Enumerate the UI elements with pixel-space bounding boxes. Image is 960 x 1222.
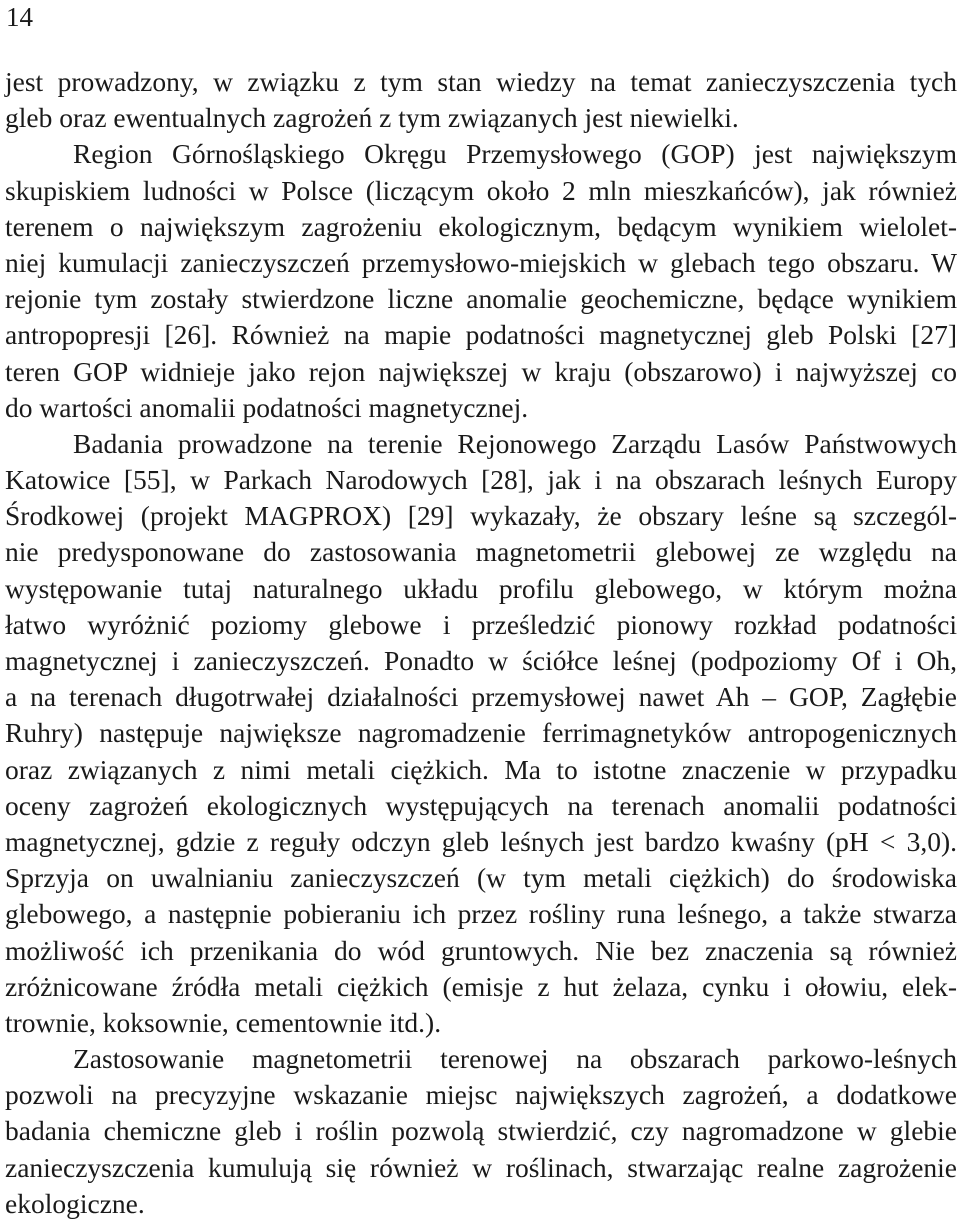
text-line: pozwoli na precyzyjne wskazanie miejsc największych zagrożeń, a dodatkowe	[5, 1079, 957, 1111]
paragraph	[5, 1041, 957, 1222]
text-line: rejonie tym zostały stwierdzone liczne anomalie geochemiczne, będące wynikiem	[5, 283, 957, 315]
text-line: ekologiczne.	[5, 1187, 145, 1219]
text-line: badania chemiczne gleb i roślin pozwolą stwierdzić, czy nagromadzone w glebie	[5, 1115, 957, 1147]
text-line: trownie, koksownie, cementownie itd.).	[5, 1006, 442, 1038]
text-line: magnetycznej, gdzie z reguły odczyn gleb leśnych jest bardzo kwaśny (pH < 3,0).	[5, 825, 957, 857]
text-line: Sprzyja on uwalnianiu zanieczyszczeń (w tym metali ciężkich) do środowiska	[5, 862, 957, 894]
text-line: nie predysponowane do zastosowania magnetometrii glebowej ze względu na	[5, 536, 957, 568]
text-line: Środkowej (projekt MAGPROX) [29] wykazały, że obszary leśne są szczegól-	[5, 500, 957, 532]
paragraph	[5, 426, 957, 1041]
text-line: Zastosowanie magnetometrii terenowej na obszarach parkowo-leśnych	[73, 1043, 957, 1075]
text-line: niej kumulacji zanieczyszczeń przemysłowo-miejskich w glebach tego obszaru. W	[5, 246, 957, 278]
text-line: występowanie tutaj naturalnego układu profilu glebowego, w którym można	[5, 572, 957, 604]
text-line: terenem o największym zagrożeniu ekologicznym, będącym wynikiem wielolet-	[5, 210, 957, 242]
text-line: łatwo wyróżnić poziomy glebowe i prześledzić pionowy rozkład podatności	[5, 608, 957, 640]
paragraph	[5, 136, 957, 426]
text-line: gleb oraz ewentualnych zagrożeń z tym związanych jest niewielki.	[5, 102, 739, 134]
page-number: 14	[6, 2, 33, 32]
text-line: zróżnicowane źródła metali ciężkich (emisje z hut żelaza, cynku i ołowiu, elek-	[5, 970, 957, 1002]
text-line: Region Górnośląskiego Okręgu Przemysłowego (GOP) jest największym	[73, 138, 957, 170]
paragraph	[5, 64, 957, 136]
text-line: glebowego, a następnie pobieraniu ich przez rośliny runa leśnego, a także stwarza	[5, 898, 957, 930]
text-line: Katowice [55], w Parkach Narodowych [28], jak i na obszarach leśnych Europy	[5, 464, 957, 496]
text-line: jest prowadzony, w związku z tym stan wiedzy na temat zanieczyszczenia tych	[5, 66, 957, 97]
text-line: Ruhry) następuje największe nagromadzenie ferrimagnetyków antropogenicznych	[5, 717, 957, 749]
text-line: Badania prowadzone na terenie Rejonowego Zarządu Lasów Państwowych	[73, 427, 957, 459]
text-line: oraz związanych z nimi metali ciężkich. Ma to istotne znaczenie w przypadku	[5, 753, 957, 785]
text-line: antropopresji [26]. Również na mapie podatności magnetycznej gleb Polski [27]	[5, 319, 957, 351]
body-text	[5, 64, 957, 1222]
text-line: a na terenach długotrwałej działalności przemysłowej nawet Ah – GOP, Zagłębie	[5, 681, 957, 713]
text-line: skupiskiem ludności w Polsce (liczącym około 2 mln mieszkańców), jak również	[5, 174, 957, 206]
text-line: magnetycznej i zanieczyszczeń. Ponadto w ściółce leśnej (podpoziomy Of i Oh,	[5, 645, 957, 676]
text-line: do wartości anomalii podatności magnetycznej.	[5, 391, 529, 423]
text-line: możliwość ich przenikania do wód gruntowych. Nie bez znaczenia są również	[5, 934, 957, 966]
text-line: zanieczyszczenia kumulują się również w roślinach, stwarzając realne zagrożenie	[5, 1151, 957, 1183]
text-line: teren GOP widnieje jako rejon największej w kraju (obszarowo) i najwyższej co	[5, 355, 957, 387]
text-line: oceny zagrożeń ekologicznych występujących na terenach anomalii podatności	[5, 789, 957, 821]
